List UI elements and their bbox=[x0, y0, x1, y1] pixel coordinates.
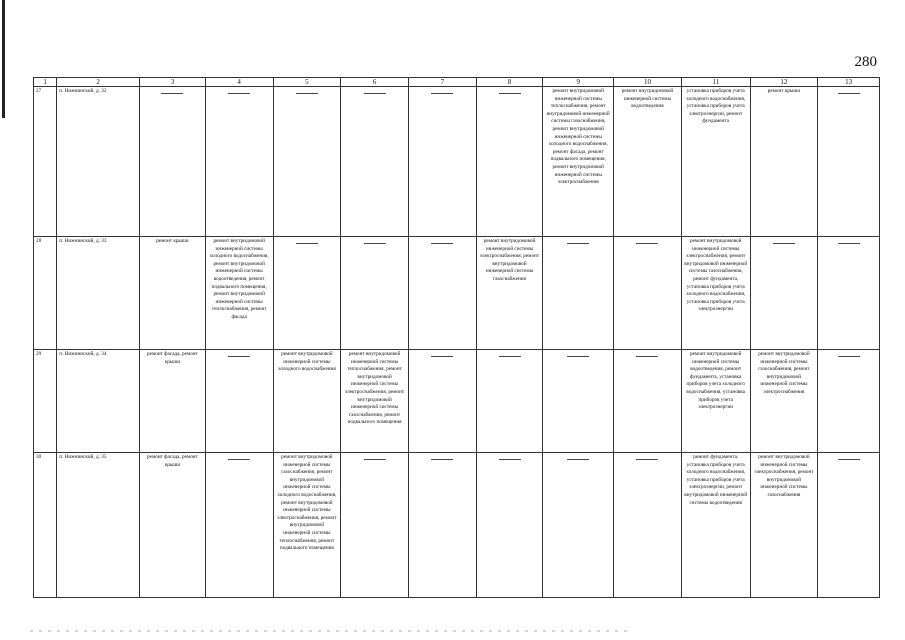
work-type-cell: ремонт внутридомовой инженерной системы газоснабжения, ремонт внутридомовой инженерной системы электроснабжения bbox=[750, 350, 818, 453]
empty-cell bbox=[205, 87, 273, 237]
empty-cell bbox=[341, 237, 409, 350]
work-type-cell: установка приборов учета холодного водоснабжения, установка приборов учета электроэнергии, ремонт фундамента bbox=[681, 87, 750, 237]
dash-mark bbox=[838, 459, 860, 460]
work-type-cell: ремонт внутридомовой инженерной системы водоотведения bbox=[614, 87, 682, 237]
column-header: 11 bbox=[681, 78, 750, 87]
row-number: 30 bbox=[34, 453, 57, 598]
table-row bbox=[34, 87, 880, 237]
dash-mark bbox=[431, 243, 453, 244]
dash-mark bbox=[431, 356, 453, 357]
table-row bbox=[34, 237, 880, 350]
address-cell: п. Нижнинский, д. 35 bbox=[57, 453, 140, 598]
dash-mark bbox=[228, 459, 250, 460]
empty-cell bbox=[408, 237, 476, 350]
empty-cell bbox=[543, 453, 614, 598]
empty-cell bbox=[341, 87, 409, 237]
column-header: 10 bbox=[614, 78, 682, 87]
dash-mark bbox=[499, 356, 521, 357]
empty-cell bbox=[140, 87, 206, 237]
dash-mark bbox=[567, 356, 589, 357]
empty-cell bbox=[408, 453, 476, 598]
dash-mark bbox=[499, 459, 521, 460]
address-cell: п. Нижнинский, д. 33 bbox=[57, 237, 140, 350]
column-header: 6 bbox=[341, 78, 409, 87]
empty-cell bbox=[818, 453, 880, 598]
header-row bbox=[34, 78, 880, 87]
row-number: 28 bbox=[34, 237, 57, 350]
column-header: 5 bbox=[273, 78, 341, 87]
work-type-cell: ремонт внутридомовой инженерной системы водоотведения, ремонт фундамента, установка приборов учета холодного водоснабжения, установка приборов учета электроэнергии bbox=[681, 350, 750, 453]
repair-schedule-table bbox=[33, 77, 880, 598]
column-header: 2 bbox=[57, 78, 140, 87]
column-header: 13 bbox=[818, 78, 880, 87]
work-type-cell: ремонт внутридомовой инженерной системы теплоснабжения, ремонт внутридомовой инженерной системы газоснабжения, ремонт внутридомовой инженерной системы холодного водоснабжения, ремонт фасада, ремонт подвального помещения, ремонт внутридомовой инженерной системы электроснабжения bbox=[543, 87, 614, 237]
column-header: 4 bbox=[205, 78, 273, 87]
work-type-cell: ремонт крыши bbox=[750, 87, 818, 237]
work-type-cell: ремонт внутридомовой инженерной системы холодного водоснабжения bbox=[273, 350, 341, 453]
dash-mark bbox=[636, 356, 658, 357]
row-number: 27 bbox=[34, 87, 57, 237]
dash-mark bbox=[567, 459, 589, 460]
dash-mark bbox=[636, 459, 658, 460]
work-type-cell: ремонт внутридомовой инженерной системы электроснабжения, ремонт внутридомовой инженерной системы газоснабжения, ремонт фундамента, установка приборов учета холодного водоснабжения, установка приборов учета электроэнергии bbox=[681, 237, 750, 350]
work-type-cell: ремонт фундамента, установка приборов учета холодного водоснабжения, установка приборов учета электроэнергии, ремонт внутридомовой инженерной системы водоотведения bbox=[681, 453, 750, 598]
empty-cell bbox=[205, 453, 273, 598]
dash-mark bbox=[431, 93, 453, 94]
empty-cell bbox=[476, 350, 543, 453]
scan-edge-mark bbox=[2, 0, 5, 118]
empty-cell bbox=[818, 237, 880, 350]
work-type-cell: ремонт внутридомовой инженерной системы теплоснабжения, ремонт внутридомовой инженерной системы электроснабжения, ремонт внутридомовой инженерной системы газоснабжения, ремонт подвального помещения bbox=[341, 350, 409, 453]
empty-cell bbox=[408, 350, 476, 453]
dash-mark bbox=[364, 93, 386, 94]
empty-cell bbox=[273, 87, 341, 237]
dash-mark bbox=[773, 243, 795, 244]
dash-mark bbox=[228, 356, 250, 357]
work-type-cell: ремонт внутридомовой инженерной системы электроснабжения, ремонт внутридомовой инженерной системы газоснабжения bbox=[476, 237, 543, 350]
empty-cell bbox=[614, 350, 682, 453]
empty-cell bbox=[205, 350, 273, 453]
dash-mark bbox=[364, 459, 386, 460]
dash-mark bbox=[296, 243, 318, 244]
work-type-cell: ремонт внутридомовой инженерной системы электроснабжения, ремонт внутридомовой инженерной системы газоснабжения bbox=[750, 453, 818, 598]
column-header: 9 bbox=[543, 78, 614, 87]
dash-mark bbox=[499, 93, 521, 94]
table-row bbox=[34, 453, 880, 598]
dash-mark bbox=[228, 93, 250, 94]
dash-mark bbox=[838, 356, 860, 357]
page-number: 280 bbox=[854, 54, 877, 70]
dash-mark bbox=[296, 93, 318, 94]
row-number: 29 bbox=[34, 350, 57, 453]
scan-noise bbox=[30, 630, 630, 632]
dash-mark bbox=[838, 243, 860, 244]
empty-cell bbox=[543, 350, 614, 453]
empty-cell bbox=[818, 87, 880, 237]
dash-mark bbox=[636, 243, 658, 244]
empty-cell bbox=[408, 87, 476, 237]
column-header: 12 bbox=[750, 78, 818, 87]
empty-cell bbox=[750, 237, 818, 350]
empty-cell bbox=[614, 453, 682, 598]
work-type-cell: ремонт крыши bbox=[140, 237, 206, 350]
empty-cell bbox=[614, 237, 682, 350]
dash-mark bbox=[161, 93, 183, 94]
work-type-cell: ремонт фасада, ремонт крыши bbox=[140, 453, 206, 598]
work-type-cell: ремонт внутридомовой инженерной системы газоснабжения, ремонт внутридомовой инженерной системы холодного водоснабжения, ремонт внутридомовой инженерной системы электроснабжения, ремонт внутридомовой инженерной системы теплоснабжения, ремонт подвального помещения bbox=[273, 453, 341, 598]
empty-cell bbox=[476, 453, 543, 598]
empty-cell bbox=[476, 87, 543, 237]
empty-cell bbox=[543, 237, 614, 350]
empty-cell bbox=[273, 237, 341, 350]
dash-mark bbox=[838, 93, 860, 94]
dash-mark bbox=[364, 243, 386, 244]
dash-mark bbox=[431, 459, 453, 460]
address-cell: п. Нижнинский, д. 32 bbox=[57, 87, 140, 237]
dash-mark bbox=[567, 243, 589, 244]
empty-cell bbox=[818, 350, 880, 453]
column-header: 3 bbox=[140, 78, 206, 87]
address-cell: п. Нижнинский, д. 34 bbox=[57, 350, 140, 453]
work-type-cell: ремонт фасада, ремонт крыши bbox=[140, 350, 206, 453]
column-header: 7 bbox=[408, 78, 476, 87]
column-header: 1 bbox=[34, 78, 57, 87]
work-type-cell: ремонт внутридомовой инженерной системы холодного водоснабжения, ремонт внутридомовой инженерной системы водоотведения, ремонт подвального помещения, ремонт внутридомовой инженерной системы теплоснабжения, ремонт фасада bbox=[205, 237, 273, 350]
table-row bbox=[34, 350, 880, 453]
column-header: 8 bbox=[476, 78, 543, 87]
empty-cell bbox=[341, 453, 409, 598]
